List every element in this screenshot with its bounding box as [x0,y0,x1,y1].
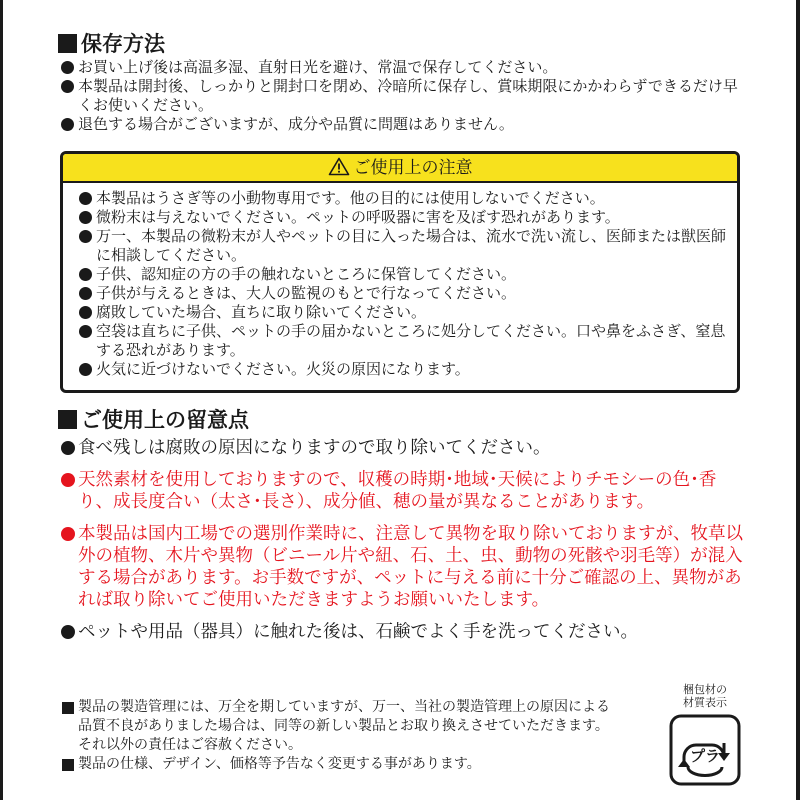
quality-note: 製品の製造管理には、万全を期していますが、万一、当社の製造管理上の原因による品質不良がありました場合は、同等の新しい製品とお取り換えさせていただきます。それ以外の責任はご容赦ください。 [60,698,620,755]
warning-triangle-icon [328,157,350,176]
list-item: 万一、本製品の微粉末が人やペットの目に入った場合は、流水で洗い流し、医師または獣医師に相談してください。 [78,227,728,265]
list-item: 子供が与えるときは、大人の監視のもとで行なってください。 [78,284,728,303]
plastic-recycle-icon [668,713,742,787]
caution-header [63,154,737,183]
square-bullet-icon [58,410,77,429]
list-item-emphasis: 天然素材を使用しておりますので、収穫の時期･地域･天候によりチモシーの色･香り、成長度合い（太さ･長さ）、成分値、穂の量が異なることがあります。 [60,469,750,513]
recycle-mark-text: プラ [689,747,721,765]
list-item: ペットや用品（器具）に触れた後は、石鹸でよく手を洗ってください。 [60,621,750,643]
storage-list [60,58,750,134]
list-item: 退色する場合がございますが、成分や品質に問題はありません。 [60,115,750,134]
list-item-emphasis: 本製品は国内工場での選別作業時に、注意して異物を取り除いておりますが、牧草以外の植物、木片や異物（ビニール片や紐、石、土、虫、動物の死骸や羽毛等）が混入する場合があります。お手数ですが、ペットに与える前に十分ご確認の上、異物があれば取り除いてご使用いただきますようお願いいたします。 [60,523,750,611]
notes-list [60,437,750,653]
spec-note: 製品の仕様、デザイン、価格等予告なく変更する事があります。 [60,755,620,774]
recycle-label: 梱包材の [683,683,727,696]
list-item: 空袋は直ちに子供、ペットの手の届かないところに処分してください。口や鼻をふさぎ、窒息する恐れがあります。 [78,322,728,360]
list-item: 腐敗していた場合、直ちに取り除いてください。 [78,303,728,322]
list-item: お買い上げ後は高温多湿、直射日光を避け、常温で保存してください。 [60,58,750,77]
left-border [0,0,3,800]
list-item: 微粉末は与えないでください。ペットの呼吸器に害を及ぼす恐れがあります。 [78,208,728,227]
list-item: 火気に近づけないでください。火災の原因になります。 [78,360,728,379]
caution-title: ご使用上の注意 [353,157,473,178]
list-item: 子供、認知症の方の手の触れないところに保管してください。 [78,265,728,284]
list-item: 本製品は開封後、しっかりと開封口を閉め、冷暗所に保存し、賞味期限にかかわらずできるだけ早くお使いください。 [60,77,750,115]
recycle-mark [660,683,750,787]
notes-heading: ご使用上の留意点 [58,408,249,432]
square-bullet-icon [58,34,77,53]
storage-heading: 保存方法 [58,32,165,56]
list-item: 食べ残しは腐敗の原因になりますので取り除いてください。 [60,437,750,459]
caution-list [78,189,728,379]
right-border [796,0,800,800]
caution-box [60,151,740,393]
list-item: 本製品はうさぎ等の小動物専用です。他の目的には使用しないでください。 [78,189,728,208]
recycle-label: 材質表示 [683,696,727,709]
footer-notes [60,698,620,774]
